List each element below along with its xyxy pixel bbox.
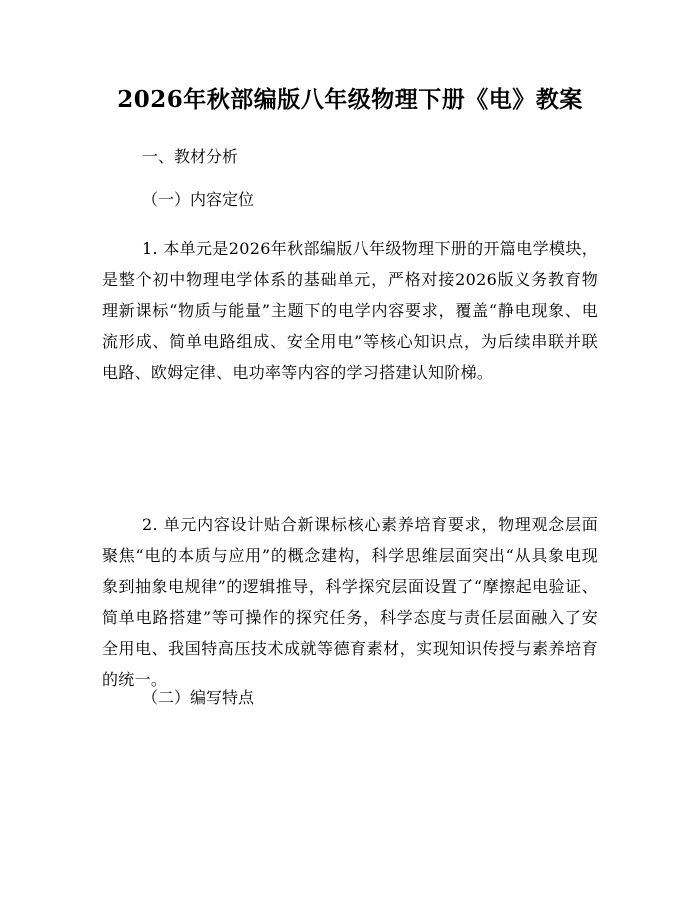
paragraph-2: 2. 单元内容设计贴合新课标核心素养培育要求，物理观念层面聚焦“电的本质与应用”的概念建构，科学思维层面突出“从具象电现象到抽象电规律”的逻辑推导，科学探究层面设置了“摩擦起电验证、简单电路搭建”等可操作的探究任务，科学态度与责任层面融入了安全用电、我国特高压技术成就等德育素材，实现知识传授与素养培育的统一。 bbox=[102, 515, 598, 689]
document-title: 2026年秋部编版八年级物理下册《电》教案 bbox=[117, 86, 583, 113]
subsection-heading-content-positioning: （一）内容定位 bbox=[142, 190, 255, 209]
subsection-heading-writing-features: （二）编写特点 bbox=[142, 688, 255, 707]
paragraph-1: 1. 本单元是2026年秋部编版八年级物理下册的开篇电学模块，是整个初中物理电学体系的基础单元，严格对接2026版义务教育物理新课标“物质与能量”主题下的电学内容要求，覆盖“静电现象、电流形成、简单电路组成、安全用电”等核心知识点，为后续串联并联电路、欧姆定律、电功率等内容的学习搭建认知阶梯。 bbox=[102, 239, 598, 382]
section-heading: 一、教材分析 bbox=[142, 147, 239, 166]
